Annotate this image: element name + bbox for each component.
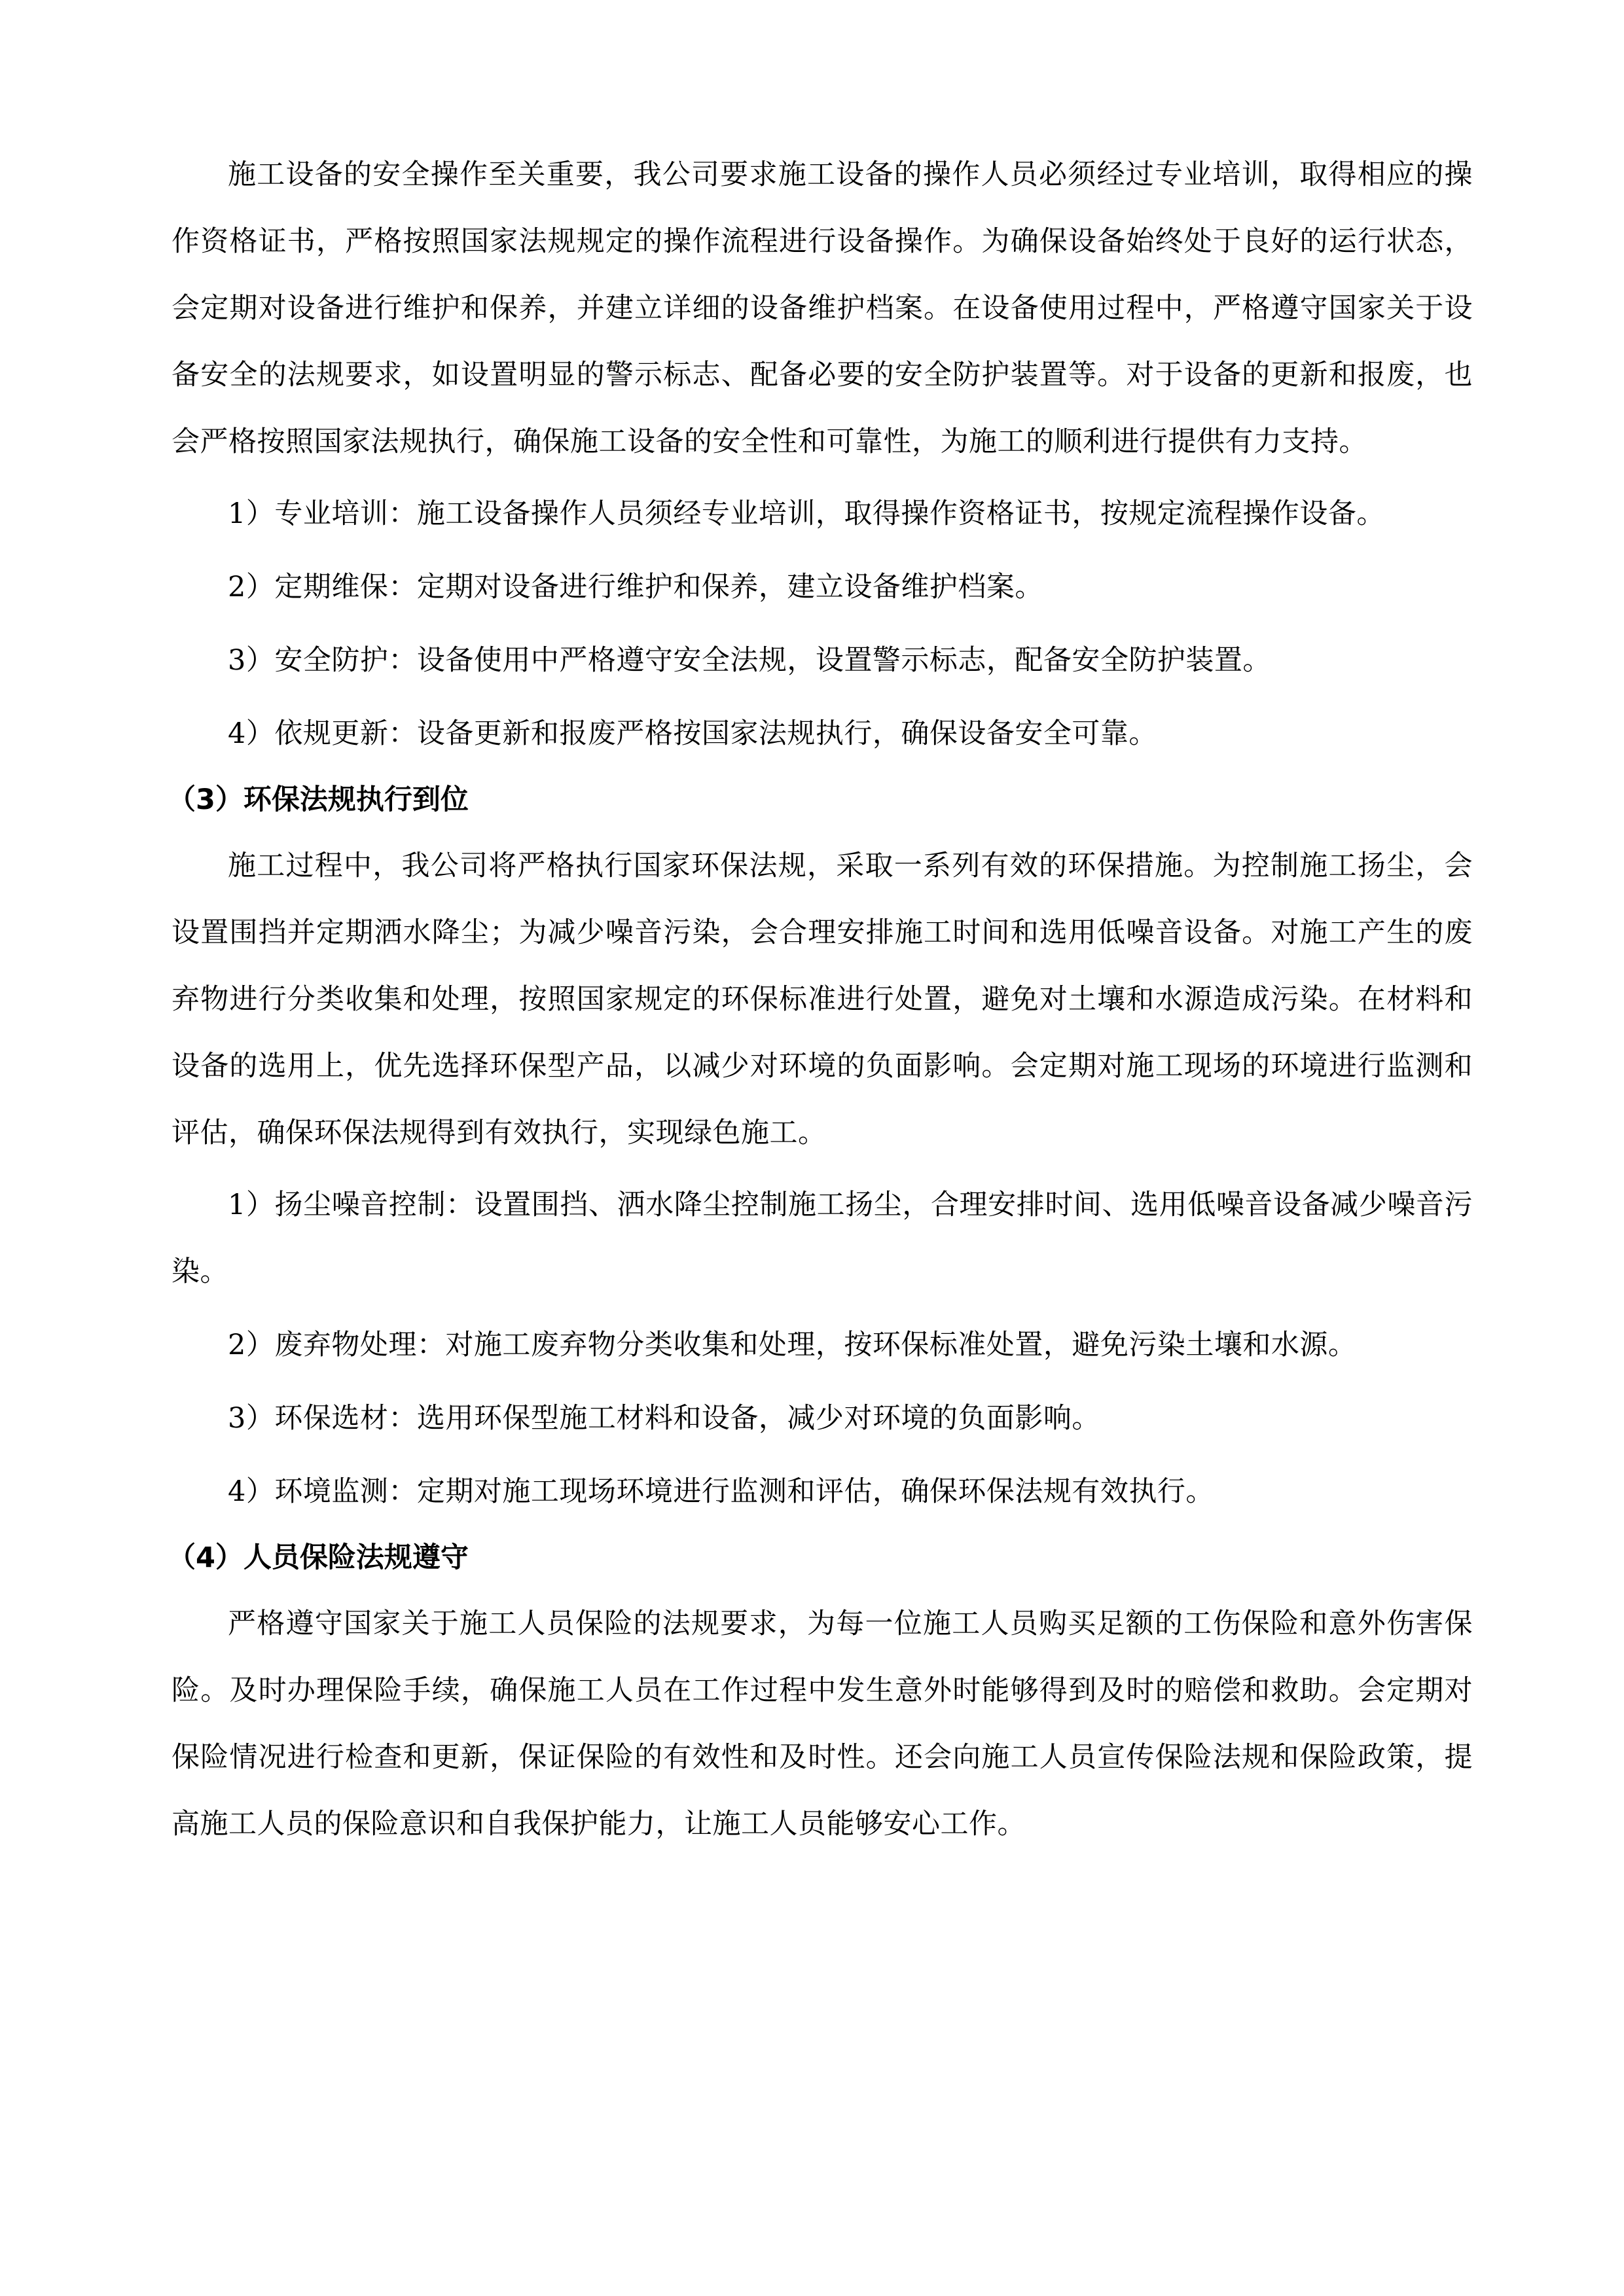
- insurance-paragraph: 严格遵守国家关于施工人员保险的法规要求，为每一位施工人员购买足额的工伤保险和意外伤害保险。及时办理保险手续，确保施工人员在工作过程中发生意外时能够得到及时的赔偿和救助。会定期对保险情况进行检查和更新，保证保险的有效性和及时性。还会向施工人员宣传保险法规和保险政策，提高施工人员的保险意识和自我保护能力，让施工人员能够安心工作。: [171, 1607, 1473, 1840]
- equipment-item-1: 1）专业培训：施工设备操作人员须经专业培训，取得操作资格证书，按规定流程操作设备。: [228, 497, 1385, 530]
- page-content: [168, 141, 1473, 1857]
- env-item-3: 3）环保选材：选用环保型施工材料和设备，减少对环境的负面影响。: [228, 1402, 1100, 1435]
- section-heading-insurance: （4）人员保险法规遵守: [168, 1541, 469, 1574]
- env-item-2: 2）废弃物处理：对施工废弃物分类收集和处理，按环保标准处置，避免污染土壤和水源。: [228, 1329, 1357, 1361]
- section-heading-env: （3）环保法规执行到位: [168, 783, 469, 816]
- equipment-item-3: 3）安全防护：设备使用中严格遵守安全法规，设置警示标志，配备安全防护装置。: [228, 644, 1271, 677]
- env-paragraph: 施工过程中，我公司将严格执行国家环保法规，采取一系列有效的环保措施。为控制施工扬尘，会设置围挡并定期洒水降尘；为减少噪音污染，会合理安排施工时间和选用低噪音设备。对施工产生的废弃物进行分类收集和处理，按照国家规定的环保标准进行处置，避免对土壤和水源造成污染。在材料和设备的选用上，优先选择环保型产品，以减少对环境的负面影响。会定期对施工现场的环境进行监测和评估，确保环保法规得到有效执行，实现绿色施工。: [171, 850, 1473, 1149]
- env-item-1: 1）扬尘噪音控制：设置围挡、洒水降尘控制施工扬尘，合理安排时间、选用低噪音设备减少噪音污染。: [171, 1189, 1473, 1288]
- equipment-safety-paragraph: 施工设备的安全操作至关重要，我公司要求施工设备的操作人员必须经过专业培训，取得相应的操作资格证书，严格按照国家法规规定的操作流程进行设备操作。为确保设备始终处于良好的运行状态，会定期对设备进行维护和保养，并建立详细的设备维护档案。在设备使用过程中，严格遵守国家关于设备安全的法规要求，如设置明显的警示标志、配备必要的安全防护装置等。对于设备的更新和报废，也会严格按照国家法规执行，确保施工设备的安全性和可靠性，为施工的顺利进行提供有力支持。: [171, 158, 1473, 458]
- equipment-item-4: 4）依规更新：设备更新和报废严格按国家法规执行，确保设备安全可靠。: [228, 717, 1157, 750]
- env-item-4: 4）环境监测：定期对施工现场环境进行监测和评估，确保环保法规有效执行。: [228, 1475, 1214, 1508]
- equipment-item-2: 2）定期维保：定期对设备进行维护和保养，建立设备维护档案。: [228, 571, 1043, 603]
